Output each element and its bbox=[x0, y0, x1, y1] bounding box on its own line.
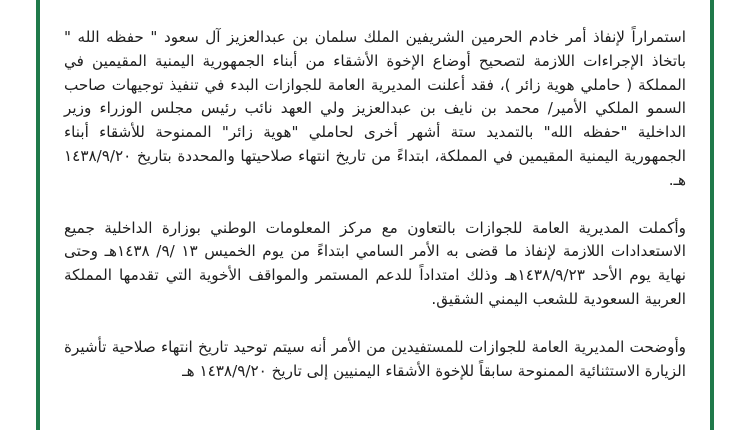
paragraph-1: استمراراً لإنفاذ أمر خادم الحرمين الشريفين الملك سلمان بن عبدالعزيز آل سعود " حفظه الله " باتخاذ الإجراءات اللازمة لتصحيح أوضاع الإخوة الأشقاء من أبناء الجمهورية اليمنية المقيمين في المملكة ( حاملي هوية زائر )، فقد أعلنت المديرية العامة للجوازات البدء في تنفيذ توجيهات صاحب السمو الملكي الأمير/ محمد بن نايف بن عبدالعزيز ولي العهد نائب رئيس مجلس الوزراء وزير الداخلية "حفظه الله" بالتمديد ستة أشهر أخرى لحاملي "هوية زائر" الممنوحة للأشقاء أبناء الجمهورية اليمنية المقيمين في المملكة، ابتداءً من تاريخ انتهاء صلاحيتها والمحددة بتاريخ ١٤٣٨/٩/٢٠ هـ. bbox=[64, 28, 686, 189]
article-body bbox=[64, 26, 686, 407]
right-border-line bbox=[710, 0, 714, 430]
paragraph-2: وأكملت المديرية العامة للجوازات بالتعاون مع مركز المعلومات الوطني بوزارة الداخلية جميع الاستعدادات اللازمة لإنفاذ ما قضى به الأمر السامي ابتداءً من يوم الخميس ١٣ /٩/ ١٤٣٨هـ وحتى نهاية يوم الأحد ١٤٣٨/٩/٢٣هـ وذلك امتداداً للدعم المستمر والمواقف الأخوية التي تقدمها المملكة العربية السعودية للشعب اليمني الشقيق. bbox=[64, 218, 686, 308]
left-border-line bbox=[36, 0, 40, 430]
paragraph-3: وأوضحت المديرية العامة للجوازات للمستفيدين من الأمر أنه سيتم توحيد تاريخ انتهاء صلاحية تأشيرة الزيارة الاستثنائية الممنوحة سابقاً للإخوة الأشقاء اليمنيين إلى تاريخ ١٤٣٨/٩/٢٠ هـ bbox=[64, 337, 686, 380]
